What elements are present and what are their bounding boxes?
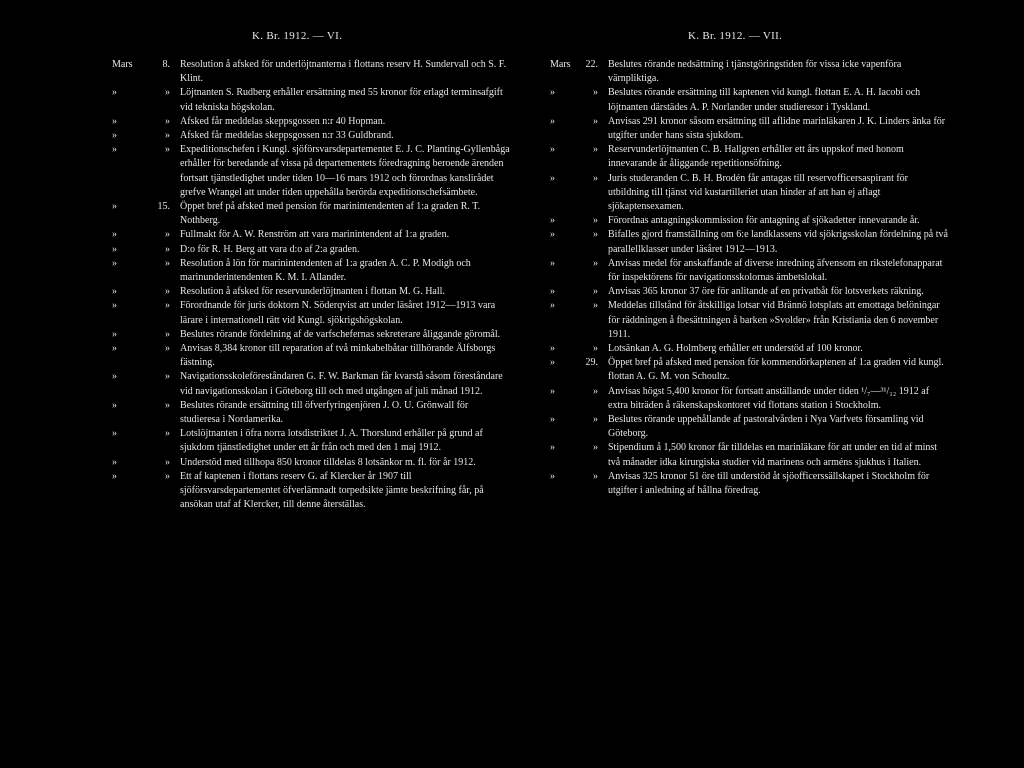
entry-row <box>112 342 510 370</box>
entry-text: Meddelas tillstånd för åtskilliga lotsar vid Brännö lotsplats att emottaga belöningar för räddningen å fbesättningen å barken »Svolder» från Kristiania den 6 november 1911. <box>608 300 940 340</box>
entry-text: Afsked får meddelas skeppsgossen n:r 33 Guldbrand. <box>180 130 394 142</box>
entry-month: » <box>550 257 555 269</box>
entry-day: » <box>593 172 598 184</box>
entry-text: Reservunderlöjtnanten C. B. Hallgren erhåller ett års uppskof med honom innevarande år åliggande repetitionsöfning. <box>608 144 904 170</box>
entry-text: Resolution å lön för marinintendenten af 1:a graden A. C. P. Modigh och marinunderintendenten K. M. I. Allander. <box>180 257 471 284</box>
entry-row <box>550 356 948 384</box>
entry-text: Afsked får meddelas skeppsgossen n:r 40 Hopman. <box>180 115 386 127</box>
entry-row <box>550 385 948 413</box>
entry-month: » <box>550 442 555 454</box>
entry-text: Anvisas 365 kronor 37 öre för anlitande af en privatbåt för lotsverkets räkning. <box>608 286 924 298</box>
entry-row <box>112 86 510 114</box>
entry-row <box>550 228 948 256</box>
entry-day: 22. <box>585 59 598 70</box>
entry-month: Mars <box>112 59 133 70</box>
entry-day: » <box>165 229 170 241</box>
entry-day: » <box>165 144 170 156</box>
entry-day: » <box>593 144 598 156</box>
entry-month: » <box>112 428 117 440</box>
entry-row <box>112 228 510 242</box>
entry-month: » <box>112 399 117 411</box>
entry-day: » <box>165 456 170 468</box>
entry-row <box>112 143 510 200</box>
entry-row <box>112 129 510 143</box>
left-column <box>112 58 510 513</box>
entry-text: Anvisas 8,384 kronor till reparation af två minkabelbåtar tillhörande Älfsborgs fästning. <box>180 343 496 369</box>
entry-month: » <box>550 87 555 99</box>
entry-day: » <box>165 286 170 298</box>
entry-day: » <box>165 87 170 99</box>
entry-day: » <box>593 215 598 227</box>
entry-text: Expeditionschefen i Kungl. sjöförsvarsdepartementet E. J. C. Planting-Gyllenbåga erhåller för beredande af vissa på departementets föredragning beroende ärenden fortsatt tjänstledighet under tiden 10—16 mars 1912 och förordnas kanslirådet grefve Wrangel att under tiden uppehålla berörda expeditionschefsämbete. <box>180 144 510 198</box>
entry-text: Förordnas antagningskommission för antagning af sjökadetter innevarande år. <box>608 215 920 227</box>
entry-row <box>112 243 510 257</box>
entry-day: » <box>593 87 598 99</box>
entry-day: » <box>593 300 598 312</box>
entry-month: » <box>550 357 555 369</box>
entry-text: Löjtnanten S. Rudberg erhåller ersättning med 55 kronor för erlagd terminsafgift vid tekniska högskolan. <box>180 87 503 113</box>
entry-day: » <box>593 115 598 127</box>
entry-month: » <box>112 328 117 340</box>
entry-text: Anvisas 291 kronor såsom ersättning till aflidne marinläkaren J. K. Linders änka för utgifter under hans sista sjukdom. <box>608 115 946 142</box>
entry-day: » <box>165 243 170 255</box>
entry-month: Mars <box>550 59 571 70</box>
entry-month: » <box>112 286 117 298</box>
entry-row <box>550 342 948 356</box>
entry-month: » <box>112 115 117 127</box>
entry-text: Bifalles gjord framställning om 6:e landklassens vid sjökrigsskolan fördelning på två parallellklasser under läsåret 1912—1913. <box>608 229 948 255</box>
entry-day: » <box>165 328 170 340</box>
entry-month: » <box>112 144 117 156</box>
entry-row <box>112 58 510 86</box>
entry-month: » <box>550 172 555 184</box>
entry-text: Understöd med tillhopa 850 kronor tilldelas 8 lotsänkor m. fl. för år 1912. <box>180 456 476 468</box>
entry-day: » <box>593 257 598 269</box>
entry-text: Lotsänkan A. G. Holmberg erhåller ett understöd af 100 kronor. <box>608 343 863 355</box>
entry-day: » <box>165 115 170 127</box>
entry-text: Förordnande för juris doktorn N. Söderqvist att under läsåret 1912—1913 vara lärare i internationell rätt vid Kungl. sjökrigshögskolan. <box>180 300 496 326</box>
entry-day: » <box>593 470 598 482</box>
entry-row <box>550 285 948 299</box>
entry-text: Anvisas medel för anskaffande af diverse inredning äfvensom en rikstelefonapparat för inspektörens för navigationsskolornas ämbetslokal. <box>608 257 943 284</box>
entry-text: Ett af kaptenen i flottans reserv G. af Klercker år 1907 till sjöförsvarsdepartementet öfverlämnadt torpedsikte jämte beskrifning får, på ansökan utaf af Klercker, till denne återställas. <box>180 470 484 511</box>
entry-day: » <box>593 385 598 397</box>
header-left: K. Br. 1912. — VI. <box>252 30 343 42</box>
entry-row <box>112 200 510 228</box>
entry-text: Resolution å afsked för underlöjtnanterna i flottans reserv H. Sundervall och S. F. Klint. <box>180 59 507 85</box>
entry-text: Lotslöjtnanten i öfra norra lotsdistriktet J. A. Thorslund erhåller på grund af sjukdom tjänstledighet under ett år från och med den 1 maj 1912. <box>180 428 483 454</box>
entry-text: D:o för R. H. Berg att vara d:o af 2:a graden. <box>180 243 360 255</box>
entry-row <box>550 470 948 498</box>
entry-row <box>112 328 510 342</box>
entry-text: Resolution å afsked för reservunderlöjtnanten i flottan M. G. Hall. <box>180 286 445 298</box>
entry-day: » <box>165 130 170 142</box>
entry-day: » <box>165 428 170 440</box>
entry-month: » <box>112 470 117 482</box>
entry-text: Juris studeranden C. B. H. Brodén får antagas till reservofficersaspirant för utbildning till tjänst vid kustartilleriet utan hinder af att han ej aflagt sjökaptensexamen. <box>608 172 909 213</box>
entry-row <box>550 441 948 469</box>
entry-row <box>112 399 510 427</box>
entry-month: » <box>112 300 117 312</box>
entry-row <box>112 470 510 513</box>
entry-month: » <box>550 215 555 227</box>
entry-row <box>112 427 510 455</box>
entry-day: » <box>165 371 170 383</box>
entry-row <box>550 115 948 143</box>
entry-text: Beslutes rörande uppehållande af pastoralvården i Nya Varfvets församling vid Göteborg. <box>608 414 924 440</box>
entry-day: » <box>593 343 598 355</box>
entry-text: Anvisas högst 5,400 kronor för fortsatt anställande under tiden ¹/₇—³¹/₁₂ 1912 af extra biträden å räkenskapskontoret vid flottans station i Stockholm. <box>608 385 930 411</box>
entry-day: » <box>593 229 598 241</box>
entry-day: » <box>165 343 170 355</box>
entry-row <box>112 285 510 299</box>
entry-row <box>112 299 510 327</box>
entry-row <box>550 413 948 441</box>
entry-row <box>550 214 948 228</box>
entry-day: 29. <box>585 357 598 369</box>
entry-month: » <box>112 201 117 213</box>
entry-month: » <box>550 144 555 156</box>
entry-day: » <box>593 442 598 454</box>
header-right: K. Br. 1912. — VII. <box>688 30 783 42</box>
entry-day: » <box>165 257 170 269</box>
entry-row <box>550 299 948 342</box>
entry-month: » <box>550 343 555 355</box>
entry-month: » <box>112 456 117 468</box>
entry-month: » <box>550 470 555 482</box>
entry-row <box>112 115 510 129</box>
entry-day: » <box>165 470 170 482</box>
entry-month: » <box>112 130 117 142</box>
entry-day: » <box>593 414 598 426</box>
entry-text: Anvisas 325 kronor 51 öre till understöd åt sjöofficerssällskapet i Stockholm för utgifter i anledning af hållna föredrag. <box>608 470 930 497</box>
entry-month: » <box>112 229 117 241</box>
entry-month: » <box>550 115 555 127</box>
entry-month: » <box>550 229 555 241</box>
entry-day: 15. <box>157 201 170 213</box>
entry-row <box>112 257 510 285</box>
entry-day: » <box>593 286 598 298</box>
entry-month: » <box>550 300 555 312</box>
entry-day: » <box>165 399 170 411</box>
entry-text: Öppet bref på afsked med pension för kommendörkaptenen af 1:a graden vid kungl. flottan A. G. M. von Schoultz. <box>608 357 944 383</box>
entry-row <box>550 86 948 114</box>
entry-text: Beslutes rörande fördelning af de varfschefernas sekreterare åliggande göromål. <box>180 328 501 340</box>
entry-text: Navigationsskoleföreståndaren G. F. W. Barkman får kvarstå såsom föreståndare vid navigationsskolan i Göteborg till och med utgången af juli månad 1912. <box>180 371 503 397</box>
entry-day: 8. <box>162 59 170 70</box>
entry-month: » <box>550 414 555 426</box>
entry-month: » <box>112 243 117 255</box>
entry-month: » <box>112 257 117 269</box>
entry-text: Stipendium å 1,500 kronor får tilldelas en marinläkare för att under en tid af minst två månader idka kirurgiska studier vid marinens och arméns sjukhus i Italien. <box>608 442 938 468</box>
entry-day: » <box>165 300 170 312</box>
entry-row <box>112 370 510 398</box>
entry-month: » <box>112 371 117 383</box>
entry-text: Fullmakt för A. W. Renström att vara marinintendent af 1:a graden. <box>180 229 450 241</box>
right-column <box>550 58 948 498</box>
entry-month: » <box>550 385 555 397</box>
entry-row <box>550 172 948 215</box>
entry-month: » <box>550 286 555 298</box>
entry-text: Beslutes rörande ersättning till öfverfyringenjören J. O. U. Grönwall för studieresa i Nordamerika. <box>180 399 469 426</box>
entry-text: Beslutes rörande nedsättning i tjänstgöringstiden för vissa icke vapenföra värnpliktiga. <box>608 59 902 85</box>
entry-row <box>112 456 510 470</box>
entry-text: Öppet bref på afsked med pension för marinintendenten af 1:a graden R. T. Nothberg. <box>180 201 481 227</box>
entry-row <box>550 143 948 171</box>
entry-text: Beslutes rörande ersättning till kaptenen vid kungl. flottan E. A. H. Iacobi och löjtnanten därstädes A. P. Norlander under studieresor i Tyskland. <box>608 87 921 113</box>
entry-row <box>550 257 948 285</box>
entry-month: » <box>112 87 117 99</box>
entry-month: » <box>112 343 117 355</box>
entry-row <box>550 58 948 86</box>
